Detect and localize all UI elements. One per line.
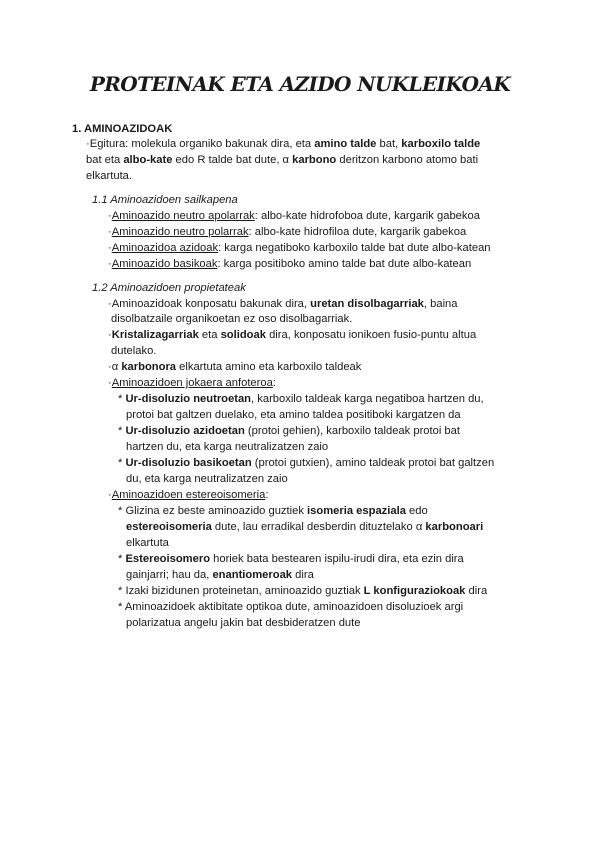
property-line: ·Aminoazidoak konposatu bakunak dira, uretan disolbagarriak, baina xyxy=(108,298,458,310)
document-title: PROTEINAK ETA AZIDO NUKLEIKOAK xyxy=(89,72,511,96)
property-line: dutelako. xyxy=(111,345,157,357)
bullet-line: * Aminoazidoek aktibitate optikoa dute, aminoazidoen disoluzioek argi xyxy=(118,601,464,613)
bullet-line: * Estereoisomero horiek bata bestearen ispilu-irudi dira, eta ezin dira xyxy=(118,553,464,565)
property-line: ·α karbonora elkartuta amino eta karboxilo taldeak xyxy=(108,361,362,373)
bullet-line: * Ur-disoluzio azidoetan (protoi gehien), karboxilo taldeak protoi bat xyxy=(118,425,460,437)
bullet-line: gainjarri; hau da, enantiomeroak dira xyxy=(126,569,314,581)
bullet-line: du, eta karga neutralizatzen zaio xyxy=(126,473,288,485)
bullet-line: * Izaki bizidunen proteinetan, aminoazido guztiak L konfiguraziokoak dira xyxy=(118,585,488,597)
list-item: ·Aminoazido basikoak: karga positiboko amino talde bat dute albo-katean xyxy=(108,258,472,270)
bullet-line: polarizatua angelu jakin bat desbideratzen dute xyxy=(126,617,361,629)
bullet-line: elkartuta xyxy=(126,537,169,549)
subsection-heading-sailkapena: 1.1 Aminoazidoen sailkapena xyxy=(92,194,238,206)
bullet-line: estereoisomeria dute, lau erradikal desberdin dituztelako α karbonoari xyxy=(126,521,484,533)
anfoteroa-heading: ·Aminoazidoen jokaera anfoteroa: xyxy=(108,377,276,389)
estereoisomeria-heading: ·Aminoazidoen estereoisomeria: xyxy=(108,489,269,501)
property-line: ·Kristalizagarriak eta solidoak dira, konposatu ionikoen fusio-puntu altua xyxy=(108,329,477,341)
egitura-line-2: bat eta albo-kate edo R talde bat dute, α karbono deritzon karbono atomo bati xyxy=(86,154,479,166)
bullet-line: * Glizina ez beste aminoazido guztiek isomeria espaziala edo xyxy=(118,505,428,517)
list-item: ·Aminoazido neutro polarrak: albo-kate hidrofiloa dute, kargarik gabekoa xyxy=(108,226,467,238)
list-item: ·Aminoazido neutro apolarrak: albo-kate hidrofoboa dute, kargarik gabekoa xyxy=(108,210,480,222)
bullet-line: hartzen du, eta karga neutralizatzen zaio xyxy=(126,441,329,453)
subsection-heading-propietateak: 1.2 Aminoazidoen propietateak xyxy=(92,282,246,294)
list-item: ·Aminoazidoa azidoak: karga negatiboko karboxilo talde bat dute albo-katean xyxy=(108,242,491,254)
property-line: disolbatzaile organikoetan ez oso disolbagarriak. xyxy=(111,313,353,325)
egitura-line-3: elkartuta. xyxy=(86,170,133,182)
bullet-line: * Ur-disoluzio basikoetan (protoi gutxien), amino taldeak protoi bat galtzen xyxy=(118,457,495,469)
section-heading-aminoazidoak: 1. AMINOAZIDOAK xyxy=(72,123,173,135)
bullet-line: protoi bat galtzen duelako, eta amino taldea positiboki kargatzen da xyxy=(126,409,461,421)
bullet-line: * Ur-disoluzio neutroetan, karboxilo taldeak karga negatiboa hartzen du, xyxy=(118,393,484,405)
egitura-line-1: ·Egitura: molekula organiko bakunak dira, eta amino talde bat, karboxilo talde xyxy=(86,138,481,150)
